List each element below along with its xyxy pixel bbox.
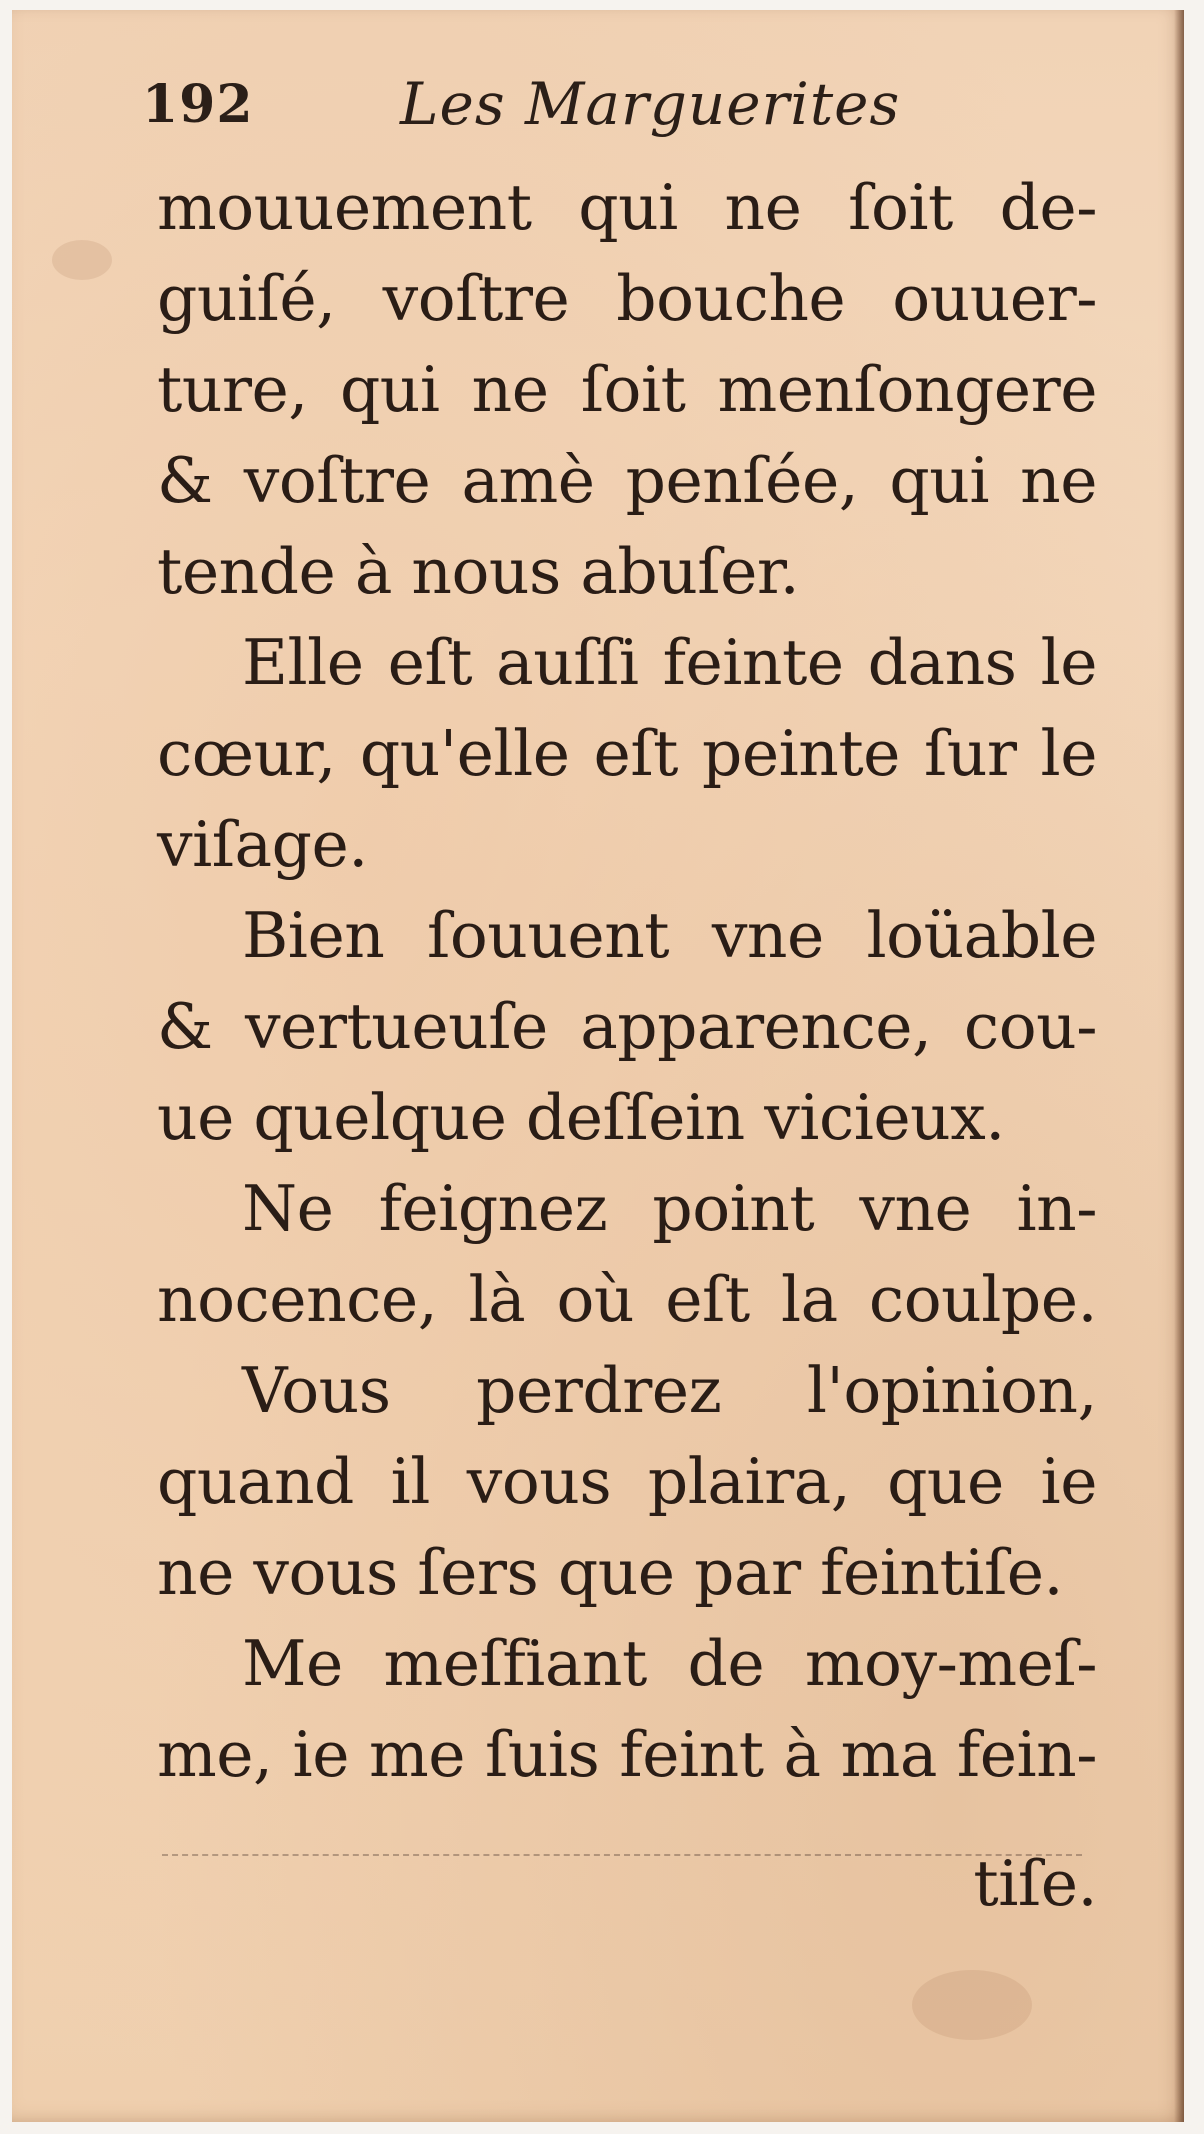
catchword: tiſe. [973, 1847, 1097, 1920]
page-edge-shadow [1174, 10, 1184, 2122]
paragraph-start-line: Bien ſouuent vne loüable [242, 899, 1097, 972]
running-title: Les Marguerites [400, 70, 901, 138]
text-line: & vertueuſe apparence, cou- [157, 990, 1097, 1063]
paper-stain [52, 240, 112, 280]
faint-printed-rule [162, 1854, 1082, 1856]
running-header [142, 70, 1042, 150]
text-line: tende à nous abuſer. [157, 535, 800, 608]
paragraph-start-line: Elle eſt auſſi feinte dans le [242, 626, 1097, 699]
text-line: nocence, là où eſt la coulpe. [157, 1263, 1097, 1336]
text-line: me, ie me ſuis feint à ma fein- [157, 1718, 1097, 1791]
text-line: ture, qui ne ſoit menſongere [157, 353, 1097, 426]
paragraph-start-line: Vous perdrez l'opinion, [242, 1354, 1097, 1427]
text-line: & voſtre amè penſée, qui ne [157, 444, 1097, 517]
body-text [157, 162, 1097, 1929]
text-line: viſage. [157, 808, 368, 881]
text-line: guiſé, voſtre bouche ouuer- [157, 262, 1097, 335]
page-number: 192 [142, 74, 254, 135]
paragraph-start-line: Ne feignez point vne in- [242, 1172, 1097, 1245]
book-page [12, 10, 1184, 2122]
text-line: quand il vous plaira, que ie [157, 1445, 1097, 1518]
paper-stain [912, 1970, 1032, 2040]
text-line: mouuement qui ne ſoit de- [157, 171, 1097, 244]
text-line: ue quelque deſſein vicieux. [157, 1081, 1005, 1154]
paragraph-start-line: Me meſfiant de moy-meſ- [242, 1627, 1097, 1700]
text-line: ne vous ſers que par feintiſe. [157, 1536, 1064, 1609]
text-line: cœur, qu'elle eſt peinte ſur le [157, 717, 1097, 790]
